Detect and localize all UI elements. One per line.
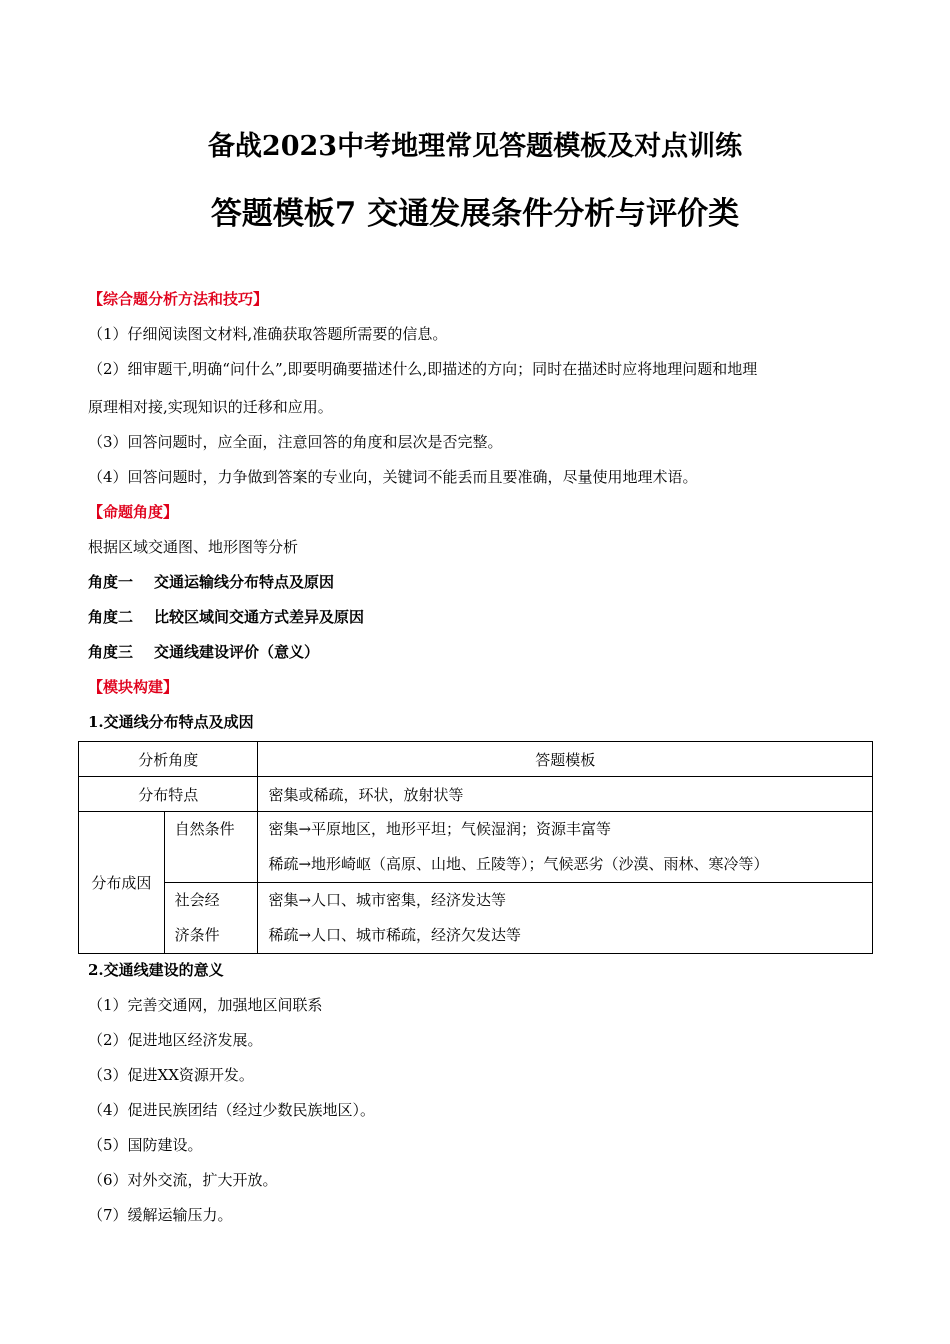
angle-text: 交通运输线分布特点及原因 <box>154 573 335 591</box>
angle-key: 角度一 <box>88 573 134 591</box>
angle-item <box>88 642 319 662</box>
feature-label-cell: 分布特点 <box>79 777 258 812</box>
significance-item: （6）对外交流，扩大开放。 <box>88 1171 278 1189</box>
header-cell-template: 答题模板 <box>258 742 873 777</box>
header-cell-angle: 分析角度 <box>79 742 258 777</box>
methods-heading: 【综合题分析方法和技巧】 <box>88 290 269 308</box>
methods-item: （3）回答问题时，应全面，注意回答的角度和层次是否完整。 <box>88 433 503 451</box>
angles-heading: 【命题角度】 <box>88 503 179 521</box>
table-header-row <box>79 742 873 777</box>
section2-title: 2.交通线建设的意义 <box>88 961 224 979</box>
methods-item: （4）回答问题时，力争做到答案的专业向，关键词不能丢而且要准确，尽量使用地理术语。 <box>88 468 698 486</box>
angle-text: 比较区域间交通方式差异及原因 <box>154 608 365 626</box>
angle-item <box>88 572 334 592</box>
social-line: 稀疏→人口、城市稀疏，经济欠发达等 <box>268 926 522 944</box>
angle-text: 交通线建设评价（意义） <box>154 643 320 661</box>
section1-title: 1.交通线分布特点及成因 <box>88 713 254 731</box>
social-value-cell <box>258 883 873 954</box>
social-label-line: 社会经 <box>174 891 220 909</box>
natural-label: 自然条件 <box>174 820 235 838</box>
methods-item-continued: 原理相对接,实现知识的迁移和应用。 <box>88 398 333 416</box>
angle-item <box>88 607 364 627</box>
angle-key: 角度三 <box>88 643 134 661</box>
significance-item: （3）促进XX资源开发。 <box>88 1066 254 1084</box>
significance-item: （2）促进地区经济发展。 <box>88 1031 263 1049</box>
natural-line: 稀疏→地形崎岖（高原、山地、丘陵等）；气候恶劣（沙漠、雨林、寒冷等） <box>268 855 769 873</box>
social-line: 密集→人口、城市密集，经济发达等 <box>268 891 507 909</box>
cause-label-cell: 分布成因 <box>79 812 165 954</box>
significance-item: （5）国防建设。 <box>88 1136 203 1154</box>
significance-item: （1）完善交通网，加强地区间联系 <box>88 996 323 1014</box>
angles-intro: 根据区域交通图、地形图等分析 <box>88 538 299 556</box>
page-title: 备战2023中考地理常见答题模板及对点训练 <box>207 131 743 162</box>
angle-key: 角度二 <box>88 608 134 626</box>
natural-label-cell <box>164 812 258 883</box>
significance-item: （4）促进民族团结（经过少数民族地区）。 <box>88 1101 376 1119</box>
table-row <box>79 883 873 954</box>
natural-line: 密集→平原地区，地形平坦；气候湿润；资源丰富等 <box>268 820 612 838</box>
social-label-line: 济条件 <box>174 926 220 944</box>
module-heading: 【模块构建】 <box>88 678 179 696</box>
feature-value-cell: 密集或稀疏，环状，放射状等 <box>258 777 873 812</box>
social-label-cell <box>164 883 258 954</box>
significance-item: （7）缓解运输压力。 <box>88 1206 233 1224</box>
page-subtitle: 答题模板7 交通发展条件分析与评价类 <box>210 196 740 232</box>
methods-item: （1）仔细阅读图文材料,准确获取答题所需要的信息。 <box>88 325 448 343</box>
methods-item: （2）细审题干,明确“问什么”,即要明确要描述什么,即描述的方向；同时在描述时应将地理问题和地理 <box>88 360 758 378</box>
template-table <box>78 741 873 954</box>
table-row <box>79 812 873 883</box>
natural-value-cell <box>258 812 873 883</box>
table-row <box>79 777 873 812</box>
